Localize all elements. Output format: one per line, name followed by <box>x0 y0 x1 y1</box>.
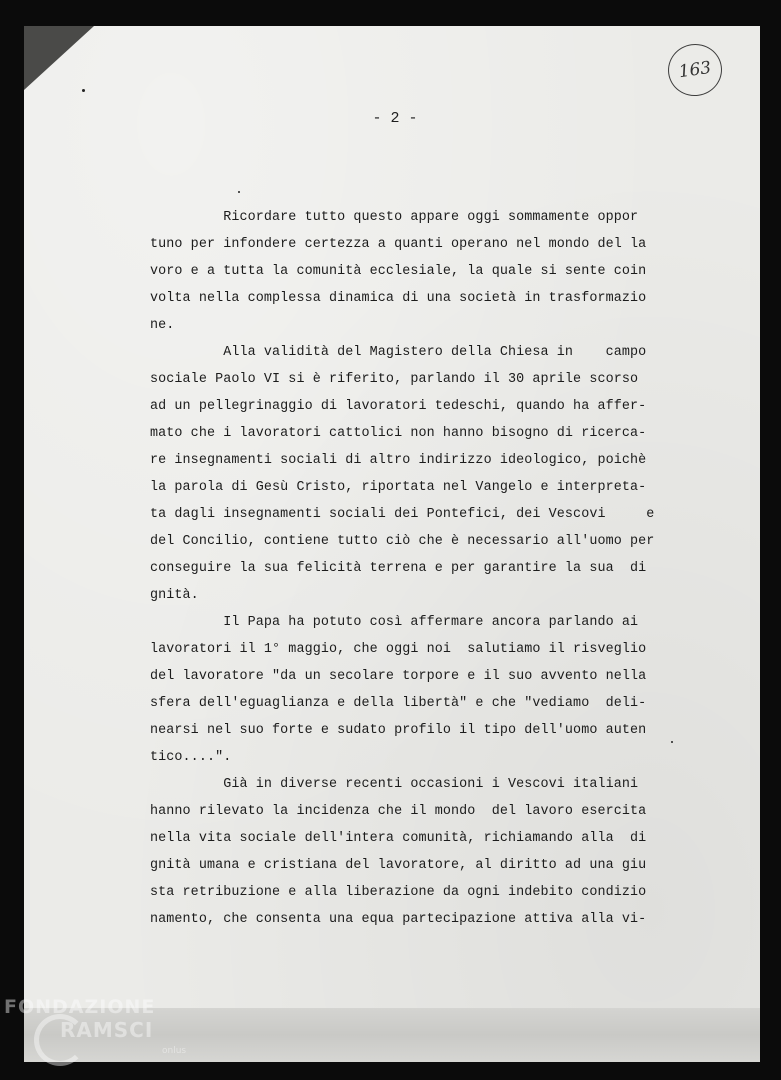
text-line: Già in diverse recenti occasioni i Vescovi italiani <box>150 777 639 792</box>
text-line: ta dagli insegnamenti sociali dei Pontefici, dei Vescovi e <box>150 507 655 522</box>
text-line: la parola di Gesù Cristo, riportata nel Vangelo e interpreta- <box>150 480 647 495</box>
text-line: gnità. <box>150 588 199 603</box>
text-line: namento, che consenta una equa partecipazione attiva alla vi- <box>150 912 647 927</box>
text-line: gnità umana e cristiana del lavoratore, al diritto ad una giu <box>150 858 647 873</box>
text-line: voro e a tutta la comunità ecclesiale, la quale si sente coin <box>150 264 647 279</box>
watermark-suffix: onlus <box>162 1046 187 1056</box>
paper-speck <box>671 741 673 743</box>
text-line: mato che i lavoratori cattolici non hanno bisogno di ricerca- <box>150 426 647 441</box>
text-line: sfera dell'eguaglianza e della libertà" e che "vediamo deli- <box>150 696 647 711</box>
text-line: tico....". <box>150 750 232 765</box>
document-body <box>150 204 710 933</box>
fondazione-gramsci-watermark <box>4 994 204 1074</box>
folded-corner <box>24 26 94 90</box>
text-line: del lavoratore "da un secolare torpore e il suo avvento nella <box>150 669 647 684</box>
text-line: sociale Paolo VI si è riferito, parlando il 30 aprile scorso <box>150 372 639 387</box>
text-line: hanno rilevato la incidenza che il mondo del lavoro esercita <box>150 804 647 819</box>
text-line: lavoratori il 1° maggio, che oggi noi salutiamo il risveglio <box>150 642 647 657</box>
text-line: ne. <box>150 318 175 333</box>
text-line: Ricordare tutto questo appare oggi sommamente oppor <box>150 210 639 225</box>
text-line: ad un pellegrinaggio di lavoratori tedeschi, quando ha affer- <box>150 399 647 414</box>
paper-speck <box>82 89 85 92</box>
page-number: - 2 - <box>372 110 418 127</box>
paragraph <box>150 204 710 339</box>
text-line: Il Papa ha potuto così affermare ancora parlando ai <box>150 615 639 630</box>
paragraph <box>150 339 710 609</box>
watermark-line1: FONDAZIONE <box>4 996 156 1018</box>
text-line: volta nella complessa dinamica di una società in trasformazio <box>150 291 647 306</box>
text-line: tuno per infondere certezza a quanti operano nel mondo del la <box>150 237 647 252</box>
archive-number: 163 <box>677 57 713 83</box>
text-line: nearsi nel suo forte e sudato profilo il tipo dell'uomo auten <box>150 723 647 738</box>
paragraph <box>150 609 710 771</box>
paragraph <box>150 771 710 933</box>
text-line: conseguire la sua felicità terrena e per garantire la sua di <box>150 561 647 576</box>
text-line: re insegnamenti sociali di altro indirizzo ideologico, poichè <box>150 453 647 468</box>
text-line: nella vita sociale dell'intera comunità, richiamando alla di <box>150 831 647 846</box>
text-line: del Concilio, contiene tutto ciò che è necessario all'uomo per <box>150 534 655 549</box>
text-line: Alla validità del Magistero della Chiesa in campo <box>150 345 647 360</box>
text-line: sta retribuzione e alla liberazione da ogni indebito condizio <box>150 885 647 900</box>
watermark-line2: RAMSCI <box>60 1018 154 1042</box>
paper-speck <box>238 191 240 193</box>
